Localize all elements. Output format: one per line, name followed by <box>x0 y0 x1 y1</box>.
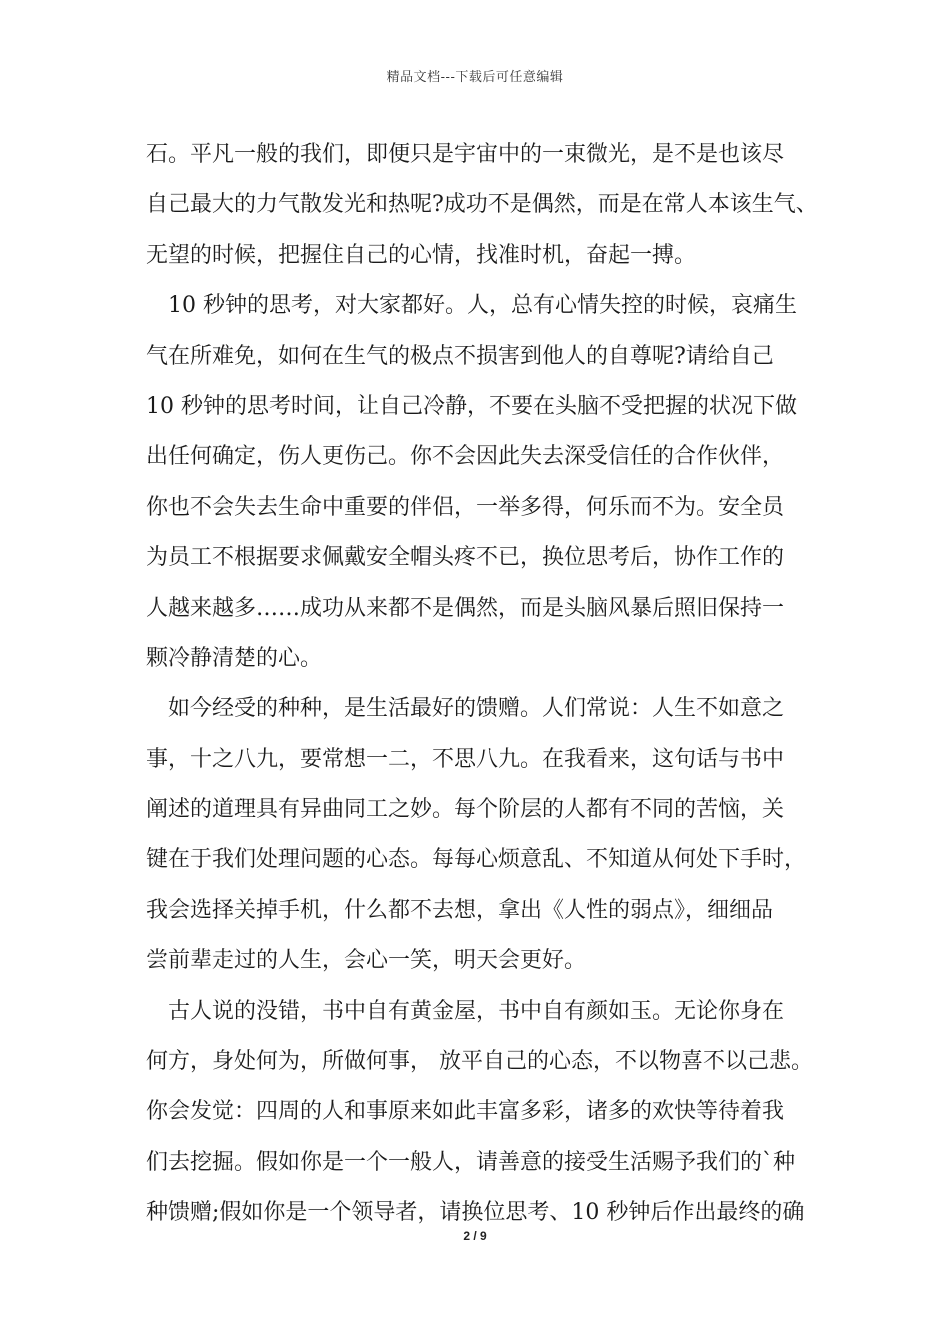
text-line: 事，十之八九，要常想一二，不思八九。在我看来，这句话与书中 <box>146 746 785 772</box>
text-line: 键在于我们处理问题的心态。每每心烦意乱、不知道从何处下手时， <box>146 847 807 873</box>
text-line: 无望的时候，把握住自己的心情，找准时机，奋起一搏。 <box>146 242 697 268</box>
document-body <box>146 130 818 1239</box>
text-line: 我会选择关掉手机，什么都不去想，拿出《人性的弱点》，细细品 <box>146 897 774 923</box>
text-line: 你也不会失去生命中重要的伴侣，一举多得，何乐而不为。安全员 <box>146 494 785 520</box>
text-line: 为员工不根据要求佩戴安全帽头疼不已，换位思考后，协作工作的 <box>146 545 785 571</box>
text-line: 如今经受的种种，是生活最好的馈赠。人们常说：人生不如意之 <box>168 696 785 722</box>
text-line: 阐述的道理具有异曲同工之妙。每个阶层的人都有不同的苦恼，关 <box>146 797 785 823</box>
text-line: 气在所难免，如何在生气的极点不损害到他人的自尊呢?请给自己 <box>146 343 774 369</box>
text-line: 自己最大的力气散发光和热呢?成功不是偶然，而是在常人本该生气、 <box>146 192 818 218</box>
paragraph <box>146 281 818 684</box>
text-line: 出任何确定，伤人更伤己。你不会因此失去深受信任的合作伙伴， <box>146 444 785 470</box>
text-line: 们去挖掘。假如你是一个一般人，请善意的接受生活赐予我们的`种 <box>146 1149 796 1175</box>
text-line: 石。平凡一般的我们，即便只是宇宙中的一束微光，是不是也该尽 <box>146 142 785 167</box>
text-line: 尝前辈走过的人生，会心一笑，明天会更好。 <box>146 948 587 974</box>
page-header: 精品文档---下载后可任意编辑 <box>386 70 564 85</box>
text-line: 种馈赠;假如你是一个领导者，请换位思考、10 秒钟后作出最终的确 <box>146 1200 805 1226</box>
text-line: 10 秒钟的思考，对大家都好。人，总有心情失控的时候，哀痛生 <box>168 293 797 319</box>
paragraph <box>146 684 818 986</box>
text-line: 颗冷静清楚的心。 <box>146 645 323 671</box>
text-line: 古人说的没错，书中自有黄金屋，书中自有颜如玉。无论你身在 <box>168 998 785 1024</box>
text-line: 10 秒钟的思考时间，让自己冷静，不要在头脑不受把握的状况下做 <box>146 393 797 419</box>
text-line: 何方，身处何为，所做何事， 放平自己的心态，不以物喜不以己悲。 <box>146 1049 813 1075</box>
paragraph <box>146 987 818 1239</box>
text-line: 你会发觉：四周的人和事原来如此丰富多彩，诸多的欢快等待着我 <box>146 1099 785 1125</box>
text-line: 人越来越多……成功从来都不是偶然，而是头脑风暴后照旧保持一 <box>146 595 785 621</box>
page-number: 2 / 9 <box>463 1229 487 1243</box>
paragraph <box>146 130 818 281</box>
